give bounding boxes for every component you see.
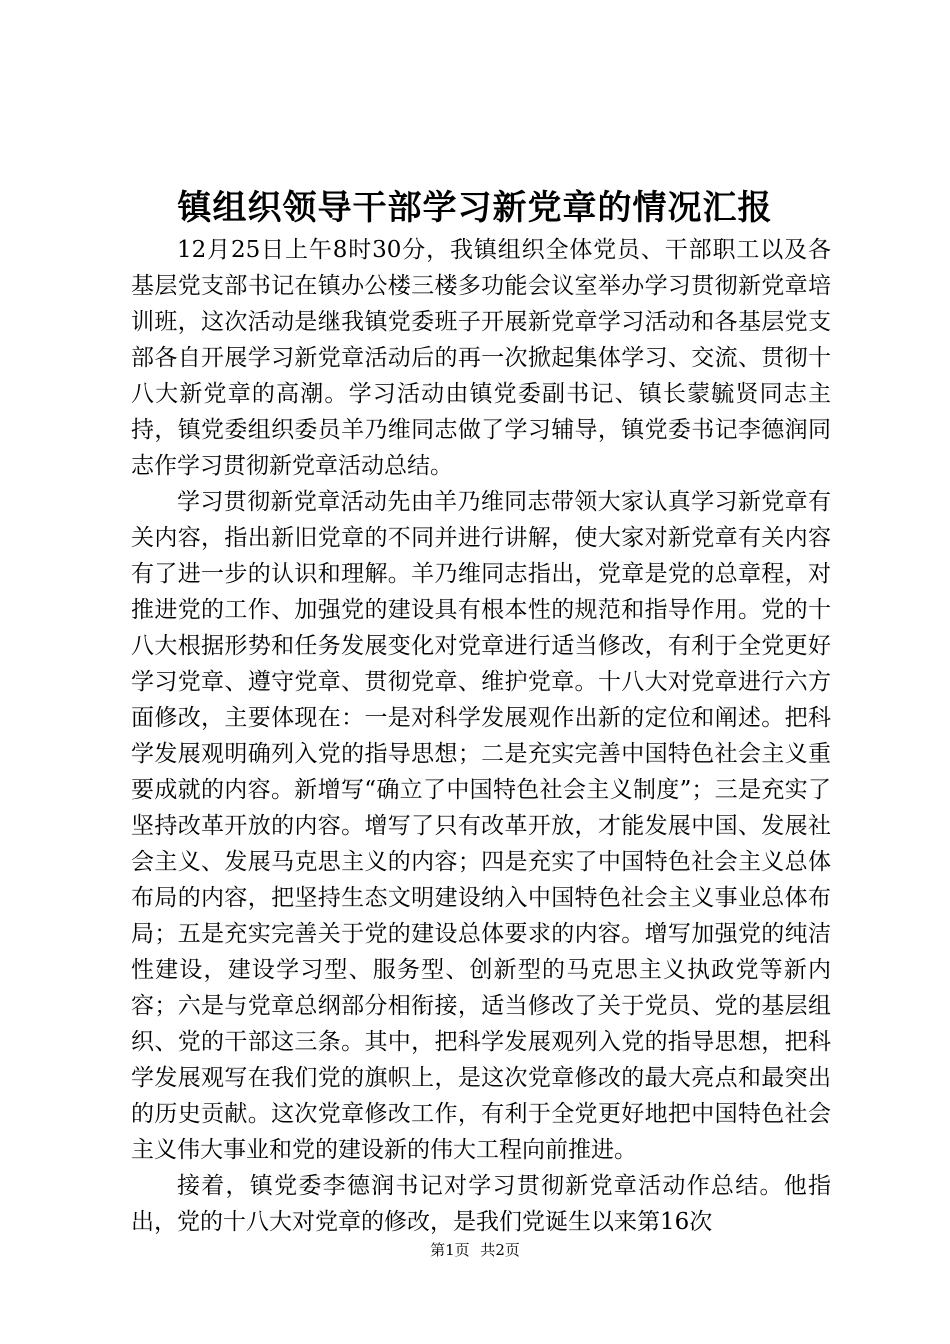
page-total: 共2页 <box>480 1241 520 1259</box>
page-number: 第1页 <box>430 1241 470 1259</box>
document-body <box>131 232 831 1240</box>
paragraph-1: 12月25日上午8时30分，我镇组织全体党员、干部职工以及各基层党支部书记在镇办公楼三楼多功能会议室举办学习贯彻新党章培训班，这次活动是继我镇党委班子开展新党章学习活动和各基层党支部各自开展学习新党章活动后的再一次掀起集体学习、交流、贯彻十八大新党章的高潮。学习活动由镇党委副书记、镇长蒙毓贤同志主持，镇党委组织委员羊乃维同志做了学习辅导，镇党委书记李德润同志作学习贯彻新党章活动总结。 <box>131 237 831 479</box>
page-footer <box>0 1240 950 1260</box>
document-title: 镇组织领导干部学习新党章的情况汇报 <box>177 188 773 228</box>
paragraph-3: 接着，镇党委李德润书记对学习贯彻新党章活动作总结。他指出，党的十八大对党章的修改，是我们党诞生以来第16次 <box>131 1173 831 1235</box>
paragraph-2: 学习贯彻新党章活动先由羊乃维同志带领大家认真学习新党章有关内容，指出新旧党章的不同并进行讲解，使大家对新党章有关内容有了进一步的认识和理解。羊乃维同志指出，党章是党的总章程，对推进党的工作、加强党的建设具有根本性的规范和指导作用。党的十八大根据形势和任务发展变化对党章进行适当修改，有利于全党更好学习党章、遵守党章、贯彻党章、维护党章。十八大对党章进行六方面修改，主要体现在：一是对科学发展观作出新的定位和阐述。把科学发展观明确列入党的指导思想；二是充实完善中国特色社会主义重要成就的内容。新增写“确立了中国特色社会主义制度”；三是充实了坚持改革开放的内容。增写了只有改革开放，才能发展中国、发展社会主义、发展马克思主义的内容；四是充实了中国特色社会主义总体布局的内容，把坚持生态文明建设纳入中国特色社会主义事业总体布局；五是充实完善关于党的建设总体要求的内容。增写加强党的纯洁性建设，建设学习型、服务型、创新型的马克思主义执政党等新内容；六是与党章总纲部分相衔接，适当修改了关于党员、党的基层组织、党的干部这三条。其中，把科学发展观列入党的指导思想，把科学发展观写在我们党的旗帜上，是这次党章修改的最大亮点和最突出的历史贡献。这次党章修改工作，有利于全党更好地把中国特色社会主义伟大事业和党的建设新的伟大工程向前推进。 <box>131 489 831 1163</box>
